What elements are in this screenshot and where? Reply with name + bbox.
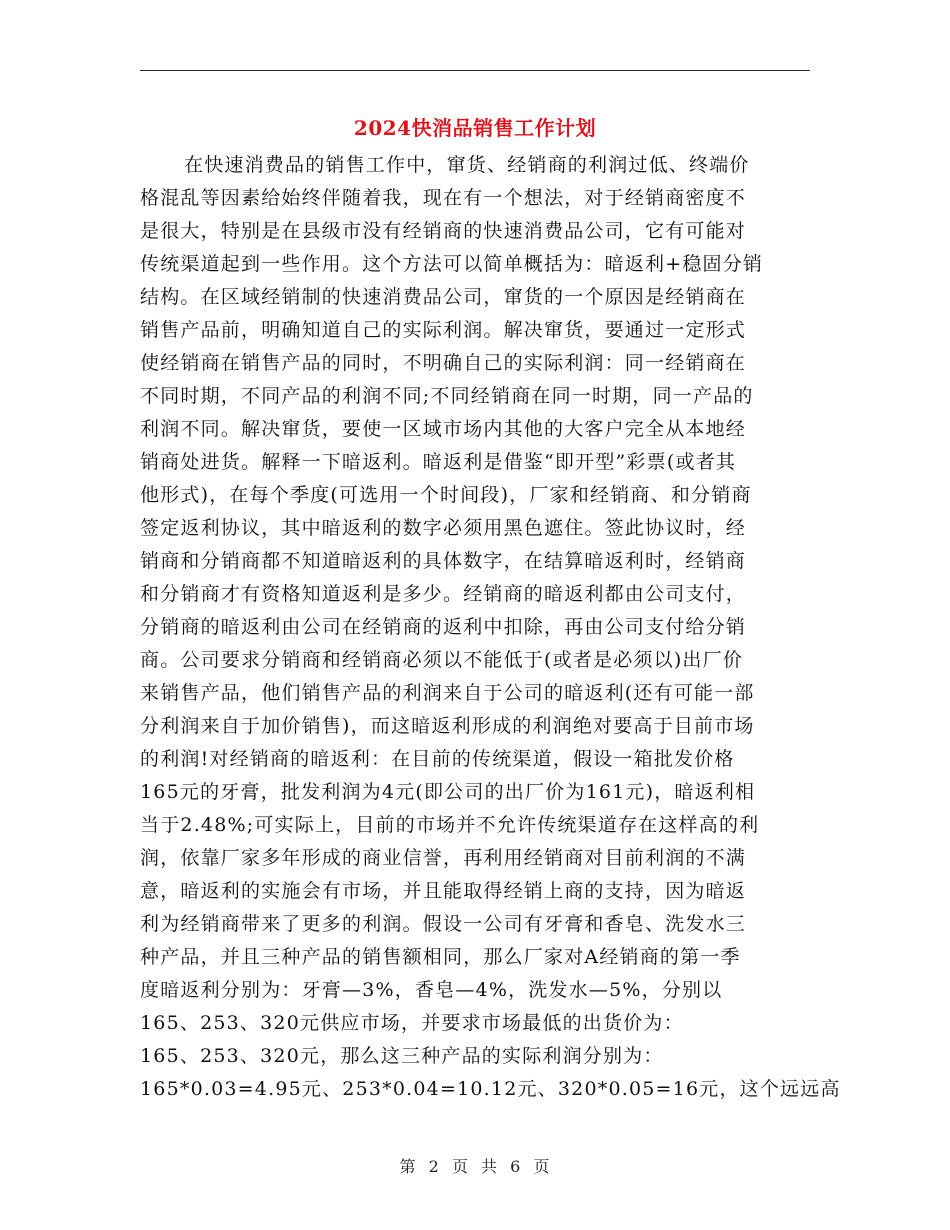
document-title: 2024快消品销售工作计划 [353,116,597,140]
body-line: 当于2.48%;可实际上，目前的市场并不允许传统渠道存在这样高的利 [140,814,760,836]
body-line: 商。公司要求分销商和经销商必须以不能低于(或者是必须以)出厂价 [140,649,744,671]
body-line: 和分销商才有资格知道返利是多少。经销商的暗返利都由公司支付， [140,583,747,605]
page-total: 6 [510,1157,522,1176]
footer-total-word: 共 [481,1157,499,1176]
body-line: 分销商的暗返利由公司在经销商的返利中扣除，再由公司支付给分销 [140,616,747,638]
body-line: 销商和分销商都不知道暗返利的具体数字，在结算暗返利时，经销商 [140,550,747,572]
body-line: 他形式)，在每个季度(可选用一个时间段)，厂家和经销商、和分销商 [140,484,752,506]
page-number: 2 [428,1157,440,1176]
body-line: 来销售产品，他们销售产品的利润来自于公司的暗返利(还有可能一部 [140,682,755,704]
page-footer [0,1154,950,1177]
body-line: 不同时期，不同产品的利润不同;不同经销商在同一时期，同一产品的 [140,385,754,407]
body-line: 使经销商在销售产品的同时，不明确自己的实际利润：同一经销商在 [140,352,747,374]
footer-page-word: 页 [451,1157,469,1176]
body-line: 销售产品前，明确知道自己的实际利润。解决窜货，要通过一定形式 [140,319,747,341]
body-line: 165元的牙膏，批发利润为4元(即公司的出厂价为161元)，暗返利相 [140,781,756,803]
body-line: 分利润来自于加价销售)，而这暗返利形成的利润绝对要高于目前市场 [140,715,755,737]
body-line: 165、253、320元，那么这三种产品的实际利润分别为： [140,1045,664,1067]
header-rule [140,70,810,71]
body-line: 传统渠道起到一些作用。这个方法可以简单概括为：暗返利+稳固分销 [140,253,764,275]
body-line: 度暗返利分别为：牙膏—3%，香皂—4%，洗发水—5%，分别以 [140,979,723,1001]
footer-suffix: 页 [533,1157,551,1176]
body-line: 意，暗返利的实施会有市场，并且能取得经销上商的支持，因为暗返 [140,880,747,902]
body-line: 润，依靠厂家多年形成的商业信誉，再利用经销商对目前利润的不满 [140,847,747,869]
body-line: 165、253、320元供应市场，并要求市场最低的出货价为： [140,1012,684,1034]
footer-prefix: 第 [399,1157,417,1176]
body-line: 格混乱等因素给始终伴随着我，现在有一个想法，对于经销商密度不 [140,187,747,209]
body-line: 签定返利协议，其中暗返利的数字必须用黑色遮住。签此协议时，经 [140,517,747,539]
body-line: 结构。在区域经销制的快速消费品公司，窜货的一个原因是经销商在 [140,286,747,308]
body-line: 利润不同。解决窜货，要使一区域市场内其他的大客户完全从本地经 [140,418,747,440]
body-line: 销商处进货。解释一下暗返利。暗返利是借鉴“即开型”彩票(或者其 [140,451,737,473]
body-line: 种产品，并且三种产品的销售额相同，那么厂家对A经销商的第一季 [140,946,741,968]
body-line: 165*0.03=4.95元、253*0.04=10.12元、320*0.05=16元，这个远远高 [140,1078,841,1100]
body-line: 利为经销商带来了更多的利润。假设一公司有牙膏和香皂、洗发水三 [140,913,747,935]
document-body [140,150,841,1107]
body-line: 是很大，特别是在县级市没有经销商的快速消费品公司，它有可能对 [140,220,747,242]
body-line: 的利润!对经销商的暗返利：在目前的传统渠道，假设一箱批发价格 [140,748,735,770]
body-line: 在快速消费品的销售工作中，窜货、经销商的利润过低、终端价 [184,154,750,176]
